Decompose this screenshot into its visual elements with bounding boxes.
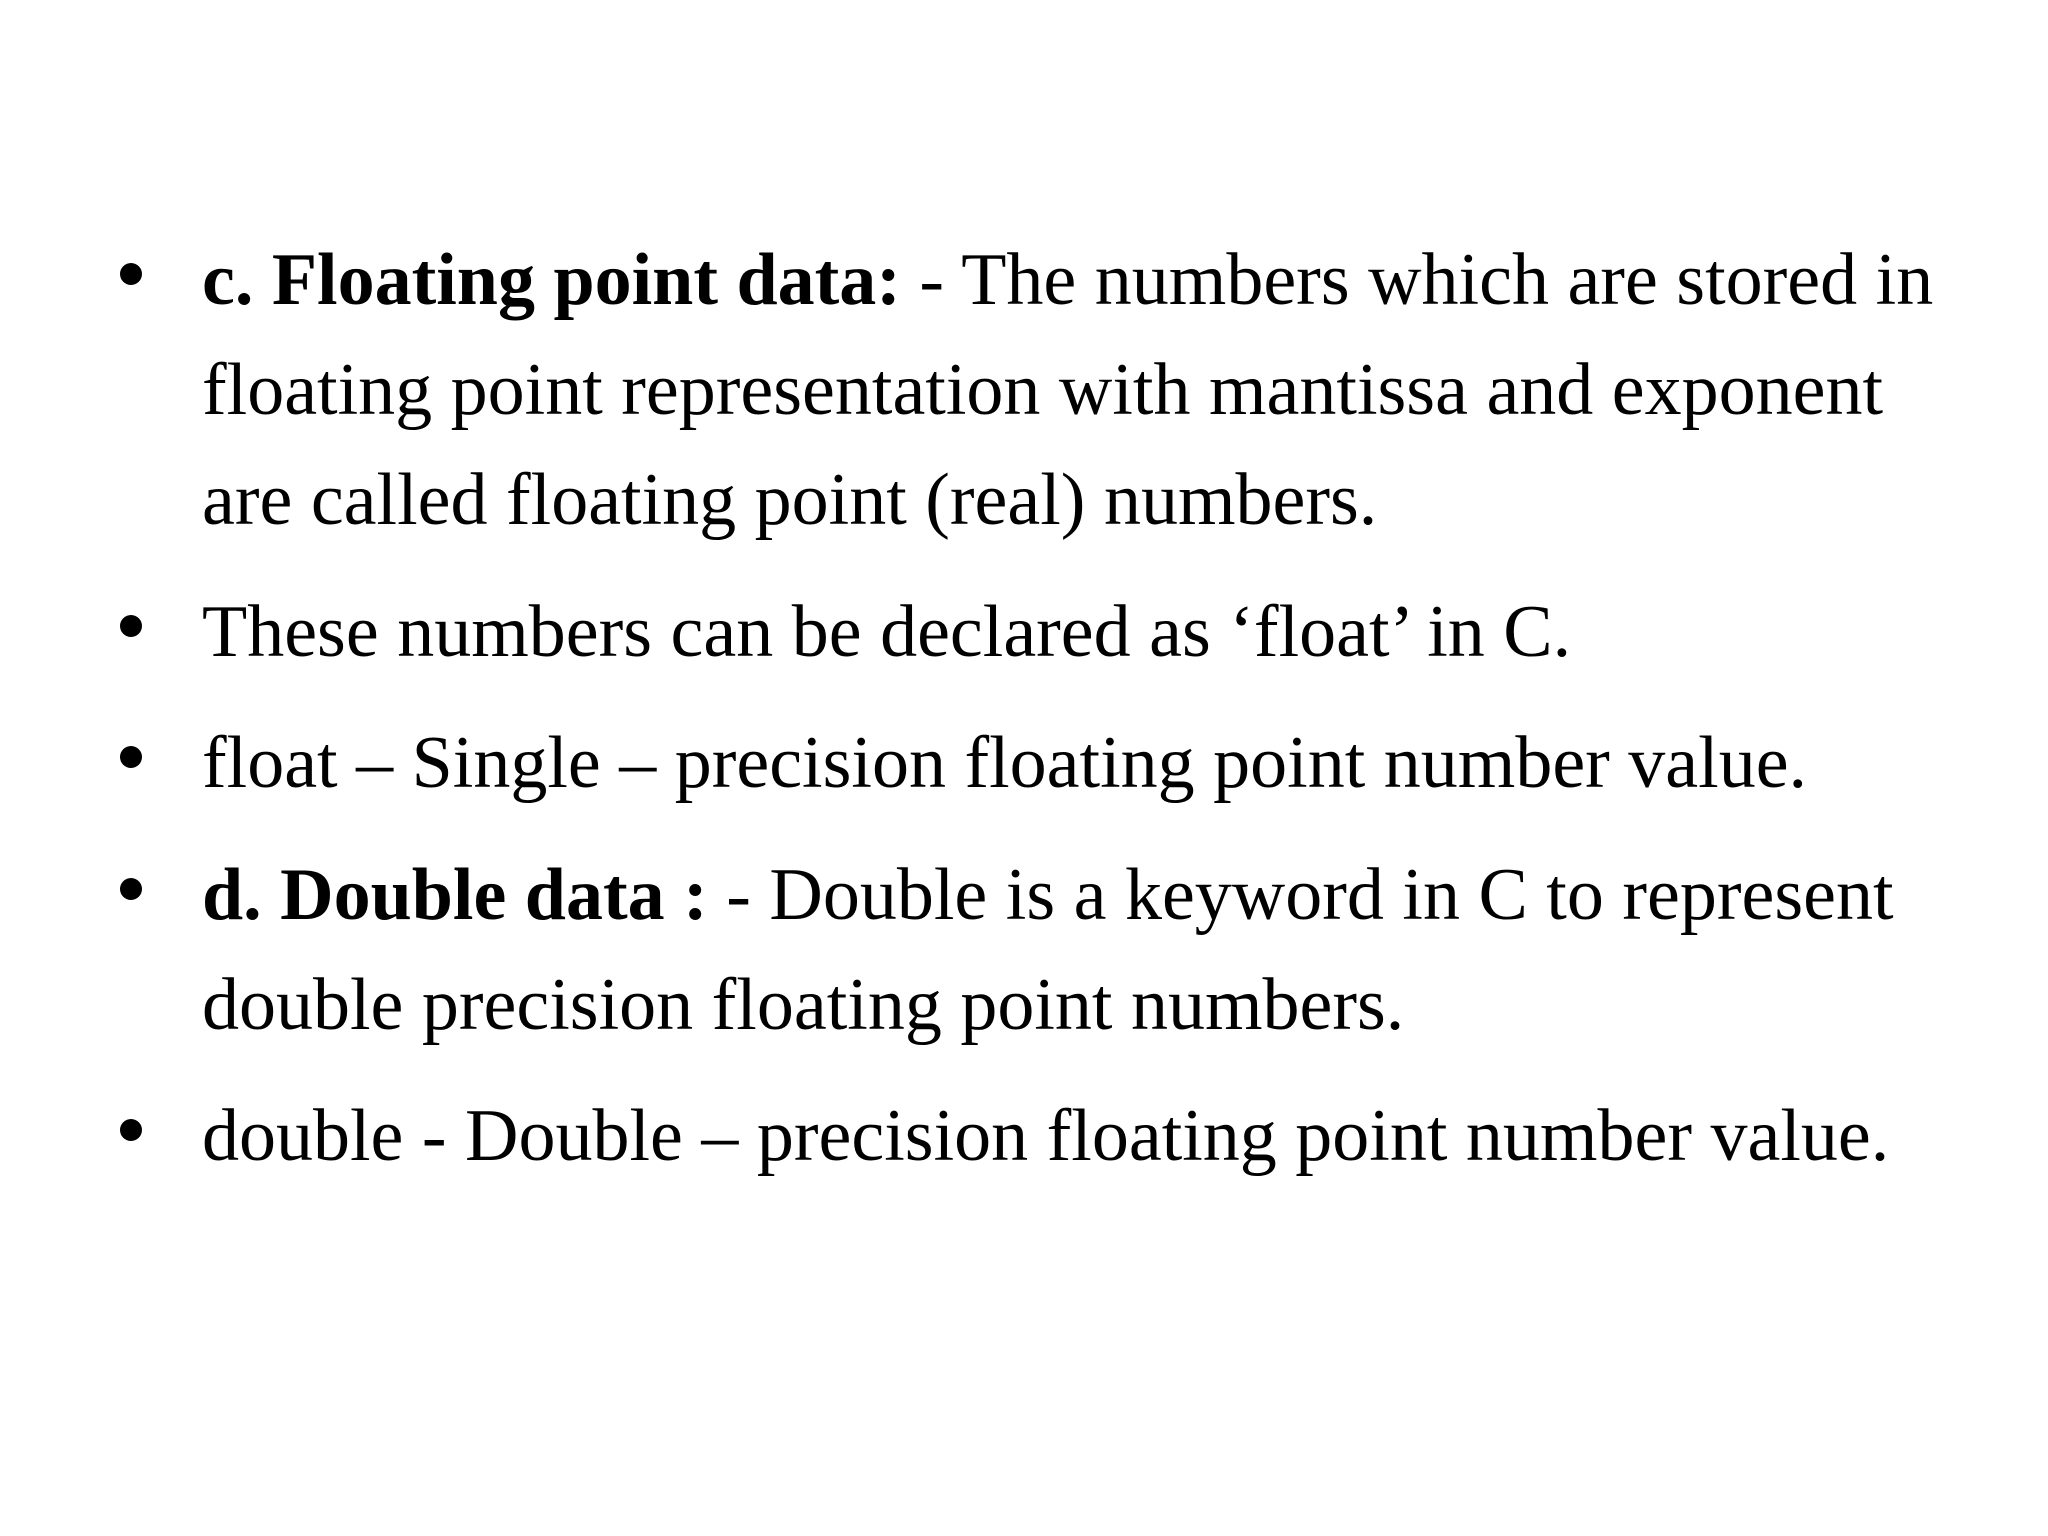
bullet-text: float – Single – precision floating point number value. [202,722,1808,804]
bullet-text: - Double is a keyword in C to represent [707,854,1894,936]
bullet-icon [120,746,142,768]
bullet-double-data [202,840,1962,1060]
bullet-icon [120,615,142,637]
bullet-icon [120,263,142,285]
bullet-term: d. Double data : [202,854,708,936]
bullet-float-declaration [202,577,1962,687]
bullet-text: - The numbers which are stored in [900,239,1934,321]
bullet-line [202,225,1962,335]
bullet-text: floating point representation with mantissa and exponent [202,349,1884,431]
bullet-line [202,840,1962,950]
bullet-text: are called floating point (real) numbers. [202,459,1378,541]
bullet-text: These numbers can be declared as ‘float’ in C. [202,591,1572,673]
bullet-text: double - Double – precision floating point number value. [202,1095,1890,1177]
bullet-floating-point-data [202,225,1962,555]
bullet-text: double precision floating point numbers. [202,964,1405,1046]
bullet-icon [120,1119,142,1141]
bullet-icon [120,878,142,900]
bullet-double-definition [202,1081,1962,1191]
bullet-float-definition [202,708,1962,818]
bullet-term: c. Floating point data: [202,239,901,321]
